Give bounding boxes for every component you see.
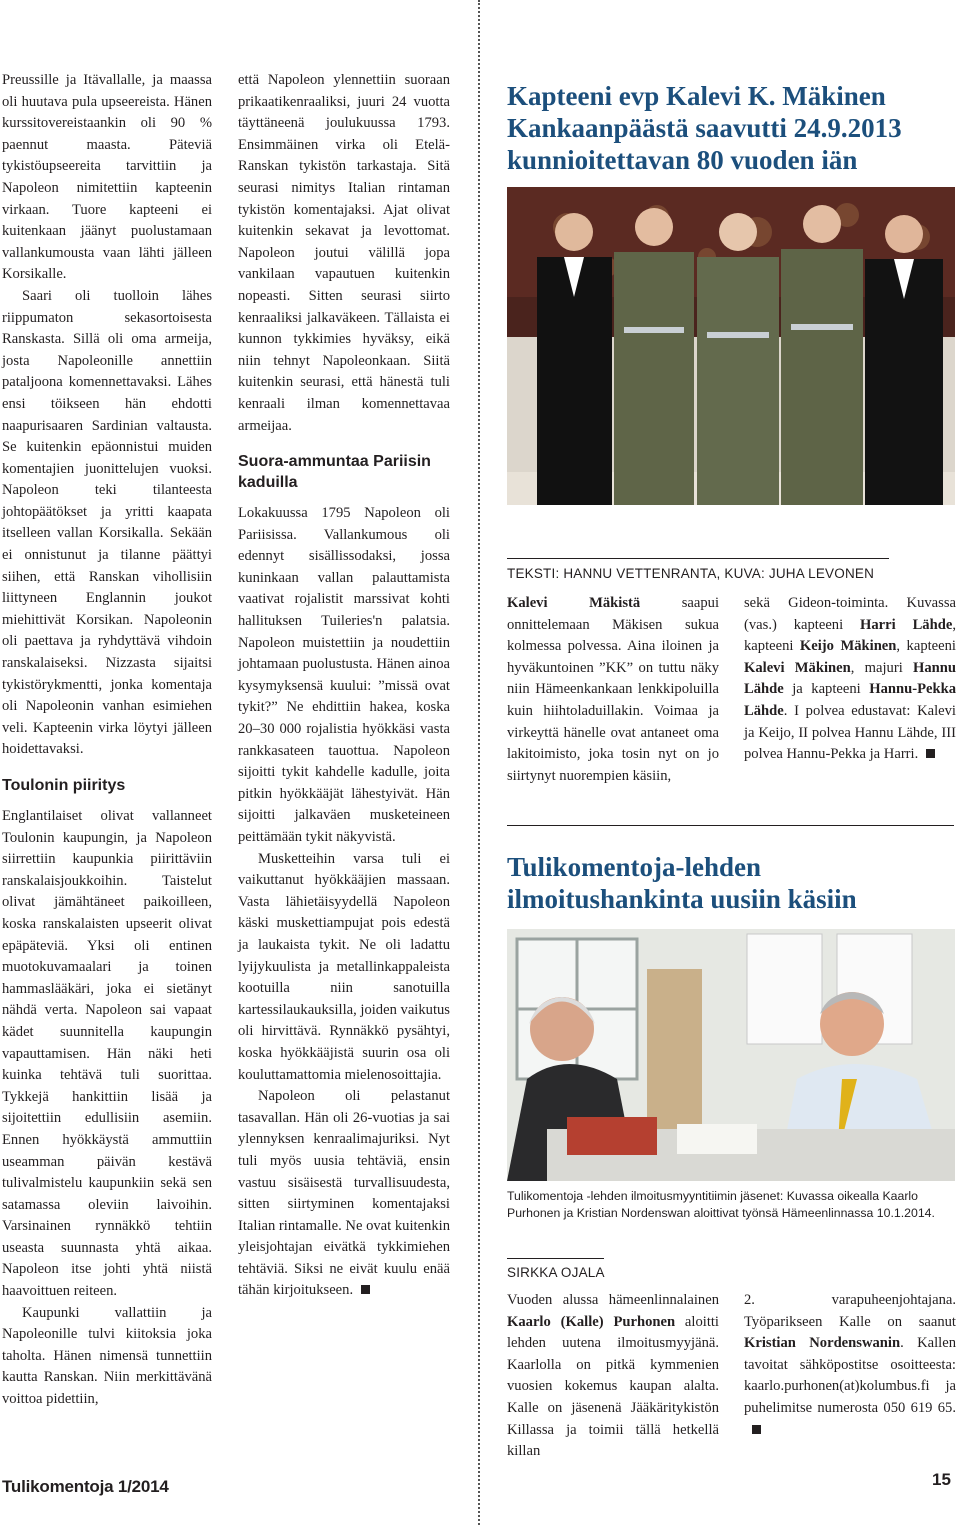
- birthday-text-column-2: [744, 593, 956, 766]
- paragraph: Musketteihin varsa tuli ei vaikuttanut hyökkääjien massaan. Vasta lähietäisyydellä Napoleon käski muskettiampujat pois edestä ja laukaista tykit. Ne oli ladattu lyijykuulista ja metallinkappaleista kootuilla niin sanotuilla kartessilaukauksilla, joiden vaikutus oli hirvittävä. Rynnäkkö pysähtyi, koska hyökkääjistä suurin osa oli kouluttamattomia mielenosoittajia.: [238, 850, 450, 1083]
- paragraph-text: saapui onnittelemaan Mäkisen sukua kolmessa polvessa. Aina iloinen ja hyväkuntoinen ”KK” on tuttu näky niin Hämeenkankaan lenkkipoluilla kuin hiihtoladuillakin. Voimaa ja virkeyttä hänelle ovat antaneet oma lakitoimisto, joka tosin nyt on jo siirtynyt nuorempien käsiin,: [507, 595, 720, 784]
- bold-name: Kristian Nordenswanin: [744, 1335, 901, 1352]
- end-mark-icon: [752, 1425, 761, 1434]
- column-divider: [478, 0, 480, 1525]
- text: Vuoden alussa hämeenlinnalainen: [507, 1292, 719, 1308]
- end-mark-icon: [926, 749, 935, 758]
- credit-rule: [507, 1258, 604, 1259]
- page-number: 15: [932, 1470, 951, 1489]
- family-group-photo: [507, 187, 955, 505]
- birthday-article-heading: Kapteeni evp Kalevi K. Mäkinen Kankaanpäästä saavutti 24.9.2013 kunnioitettavan 80 vuoden iän: [507, 81, 902, 175]
- paragraph: [507, 593, 719, 787]
- photo-caption: Tulikomentoja -lehden ilmoitusmyyntitiimin jäsenet: Kuvassa oikealla Kaarlo Purhonen ja Kristian Nordenswan aloittivat työnsä Hämeenlinnassa 10.1.2014.: [507, 1189, 935, 1220]
- text: , kapteeni: [896, 638, 956, 655]
- paragraph: [744, 1290, 956, 1441]
- paragraph: [238, 1086, 450, 1302]
- text: , majuri: [850, 659, 913, 676]
- text: . I polvea edustavat: Kalevi ja Keijo, II polvea Hannu Lähde, III polvea Hannu-Pekka ja Harri.: [744, 702, 956, 763]
- paragraph-text: Napoleon oli pelastanut tasavallan. Hän oli 26-vuotias ja sai ylennyksen kenraalimajuriksi. Nyt tuli myös uusia tehtäviä, ensin vastuu sisäisestä turvallisuudesta, sitten siirtyminen komentajaksi Italian rintamalle. Ne ovat kuitenkin yleisjohtajan eivätkä tykkimiehen tehtäviä. Siksi ne eivät kuulu enää tähän kirjoitukseen.: [238, 1088, 450, 1299]
- text: sekä Gideon-toiminta. Kuvassa (vas.) kapteeni: [744, 595, 956, 633]
- subheading: Toulonin piiritys: [2, 777, 126, 794]
- paragraph: Lokakuussa 1795 Napoleon oli Pariisissa. Vallankumous oli edennyt sisällissodaksi, jossa kuninkaan vallan palauttamista vaativat rojalistit marssivat kohti hallituksen Tuileries'n palatsia. Napoleon muistettiin ja noudettiin johtamaan puolustusta. Hänen ainoa kysymyksensä kuului: ”missä ovat tykit?” Ne ehdittiin hakea, koska 20–30 000 rojalistia hyökkäsi vasta rankkasateen tauottua. Napoleon sijoitti tykit kahdelle kadulle, joita pitkin hyökkääjät lähestyivät. Hän sijoitti jalkaväen musketeineen peittämään tykit näkyvistä.: [238, 505, 450, 845]
- bold-name: Kalevi Mäkistä: [507, 595, 641, 611]
- bold-name: Harri Lähde: [860, 616, 953, 633]
- ad-sales-text-column-1: [507, 1290, 719, 1463]
- section-rule: [507, 825, 954, 826]
- text: , kapteeni: [744, 616, 956, 655]
- bold-name: Kalevi Mäkinen: [744, 659, 851, 676]
- paragraph: [507, 1290, 719, 1463]
- text: . Kallen tavoitat sähköpostitse osoitteesta: kaarlo.purhonen(at)kolumbus.fi ja puhelimitse numerosta 050 619 65.: [744, 1335, 956, 1416]
- ad-sales-article-heading: Tulikomentoja-lehden ilmoitushankinta uusiin käsiin: [507, 852, 857, 914]
- paragraph: Preussille ja Itävallalle, ja maassa oli huutava pula upseereista. Hänen kurssitovereistaankin oli 90 % paennut maasta. Päteviä tykistöupseereita tarvittiin ja Napoleon nimitettiin kapteenin virkaan. Tuore kapteeni ei kuitenkaan jäänyt puolustamaan vallankumousta vaan lähti jälleen Korsikalle.: [2, 72, 212, 283]
- end-mark-icon: [361, 1285, 370, 1294]
- credit-rule: [507, 558, 889, 559]
- paragraph: Saari oli tuolloin lähes riippumaton sekasortoisesta Ranskasta. Sillä oli oma armeija, josta Napoleonille annettiin pataljoona komennettavaksi. Lähes ensi töikseen hän ehdotti naapurisaaren Sardinian valtausta. Se kuitenkin epäonnistui muiden komentajien juonittelujen vuoksi. Napoleon teki tilanteesta johtopäätökset ja yritti kaapata itselleen vallan Korsikalla. Sekään ei onnistunut ja tilanne päättyi siihen, että Ranskan vihollisiin liittyneen Englannin joukot miehittivät Korsikan. Napoleonin oli paettava ja ryhdyttävä vihdoin ranskalaiseksi. Nizzasta sijaitsi tykistörykmentti, jonka komentaja oli Napoleonin vanhan esimiehen veli. Kapteenin virka löytyi jälleen hoidettavaksi.: [2, 287, 212, 758]
- magazine-issue-footer: Tulikomentoja 1/2014: [2, 1477, 169, 1496]
- text: ja kapteeni: [783, 681, 870, 698]
- subheading: Suora-ammuntaa Pariisin kaduilla: [238, 453, 431, 492]
- office-meeting-photo: [507, 929, 955, 1181]
- author-credit: SIRKKA OJALA: [507, 1265, 605, 1280]
- bold-name: Kaarlo (Kalle) Purhonen: [507, 1313, 676, 1330]
- photo-credit: TEKSTI: HANNU VETTENRANTA, KUVA: JUHA LEVONEN: [507, 566, 875, 581]
- article-column-1: [2, 70, 212, 1411]
- bold-name: Hannu Lähde: [744, 659, 956, 698]
- paragraph: Englantilaiset olivat vallanneet Toulonin kaupungin, ja Napoleon siirrettiin kaupunkia piirittäviin ranskalaisjoukkoihin. Taistelut olivat jämähtäneet paikoilleen, koska ranskalaisten upseerit olivat epäpäteviä. Yksi oli entinen muotokuvamaalari ja toinen hammaslääkäri, joka ei sietänyt nähdä verta. Napoleon sai vapaat kädet suunnitella kaupungin vapauttamisen. Hän näki heti kuinka tehtävä tuli suorittaa. Tykkejä hankittiin lisää ja sijoitettiin edullisiin asemiin. Ennen hyökkäystä ammuttiin useamman päivän kestävä tulivalmistelu kaupunkiin sekä sen satamassa oleviin laivoihin. Varsinainen rynnäkkö tehtiin useasta suunnasta yhtä aikaa. Napoleon itse johti yhtä niistä haavoittuen reiteen.: [2, 808, 212, 1300]
- article-column-2: [238, 70, 450, 1302]
- paragraph: Kaupunki vallattiin ja Napoleonille tulvi kiitoksia joka taholta. Hänen nimensä tunnettiin kautta Ranskan. Niin merkittävänä voittoa pidettiin,: [2, 1304, 212, 1408]
- paragraph: että Napoleon ylennettiin suoraan prikaatikenraaliksi, juuri 24 vuotta täyttäneenä joulukuussa 1793. Ensimmäinen virka oli Etelä-Ranskan tykistön tarkastaja. Sitä seurasi nimitys Italian rintaman tykistön komentajaksi. Ajat olivat kuitenkin sekavat ja levottomat. Napoleon joutui välillä jopa vankilaan vapautuen kuitenkin nopeasti. Sitten seurasi siirto kenraaliksi jalkaväkeen. Tällaista ei kunnon tykkimies hyväksy, eikä niin tehnyt Napoleonkaan. Siitä kuitenkin seurasi, että hänestä tuli kenraali ilman komennettavaa armeijaa.: [238, 72, 450, 434]
- paragraph: [744, 593, 956, 766]
- birthday-text-column-1: [507, 593, 719, 787]
- text: 2. varapuheenjohtajana. Työparikseen Kalle on saanut: [744, 1292, 956, 1330]
- ad-sales-text-column-2: [744, 1290, 956, 1441]
- bold-name: Hannu-Pekka Lähde: [744, 681, 956, 719]
- bold-name: Keijo Mäkinen: [799, 638, 897, 655]
- text: aloitti lehden uutena ilmoitusmyyjänä. Kaarlolla on pitkä kymmenien vuosien kokemus kaupan alalta. Kalle on jäsenenä Jääkäritykistön Killassa ja toimii tällä hetkellä killan: [507, 1313, 719, 1460]
